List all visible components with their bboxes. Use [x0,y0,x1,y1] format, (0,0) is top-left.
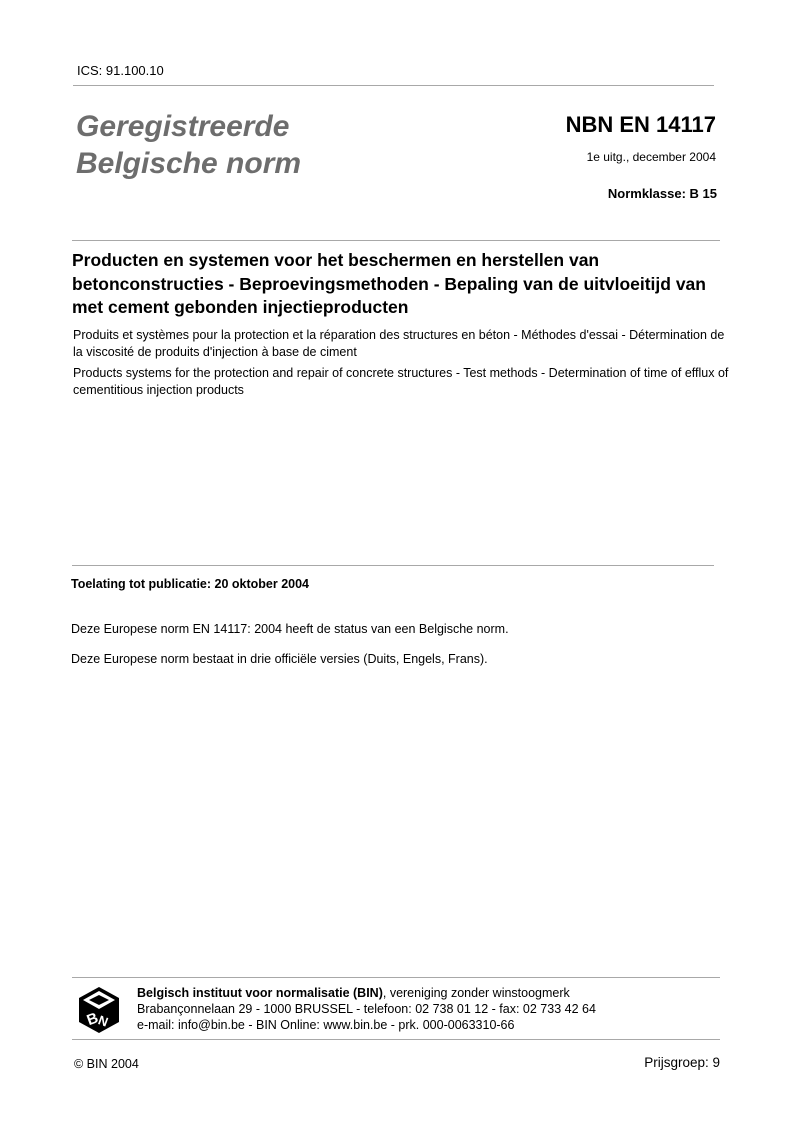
registered-standard-title [76,108,301,182]
publication-divider [72,565,714,566]
institute-contact: e-mail: info@bin.be - BIN Online: www.bin.be - prk. 000-0063310-66 [137,1018,515,1032]
footer-divider-top [72,977,720,978]
institute-name: Belgisch instituut voor normalisatie (BIN) [137,986,383,1000]
versions-statement: Deze Europese norm bestaat in drie officiële versies (Duits, Engels, Frans). [71,652,488,666]
registered-title-line2: Belgische norm [76,147,302,180]
norm-class: Normklasse: B 15 [607,186,717,201]
dutch-title: Producten en systemen voor het beschermen en herstellen van betonconstructies - Beproevingsmethoden - Bepaling van de uitvloeitijd van met cement gebonden injectieproducten [72,250,706,317]
english-title: Products systems for the protection and repair of concrete structures - Test methods - Determination of time of efflux of cementitious injection products [73,366,729,397]
edition-date: 1e uitg., december 2004 [586,150,716,164]
publication-approval: Toelating tot publicatie: 20 oktober 2004 [71,577,310,591]
registered-title-line1: Geregistreerde [76,110,290,143]
logo-text-n: N [96,1012,111,1030]
french-title: Produits et systèmes pour la protection et la réparation des structures en béton - Méthodes d'essai - Détermination de la viscosité de produits d'injection à base de ciment [73,328,725,359]
institute-line [137,985,570,1001]
price-group: Prijsgroep: 9 [644,1055,720,1070]
standard-number: NBN EN 14117 [565,112,716,137]
ics-code: ICS: 91.100.10 [77,63,164,78]
title-divider [72,240,720,241]
institute-address: Brabançonnelaan 29 - 1000 BRUSSEL - telefoon: 02 738 01 12 - fax: 02 733 42 64 [137,1002,596,1016]
institute-suffix: , vereniging zonder winstoogmerk [382,986,570,1000]
top-divider [73,85,714,86]
logo-text-b: B [84,1009,101,1030]
footer-divider-bottom [72,1039,720,1040]
bin-logo-icon [78,986,120,1034]
status-statement: Deze Europese norm EN 14117: 2004 heeft de status van een Belgische norm. [71,622,509,636]
copyright: © BIN 2004 [74,1057,139,1071]
